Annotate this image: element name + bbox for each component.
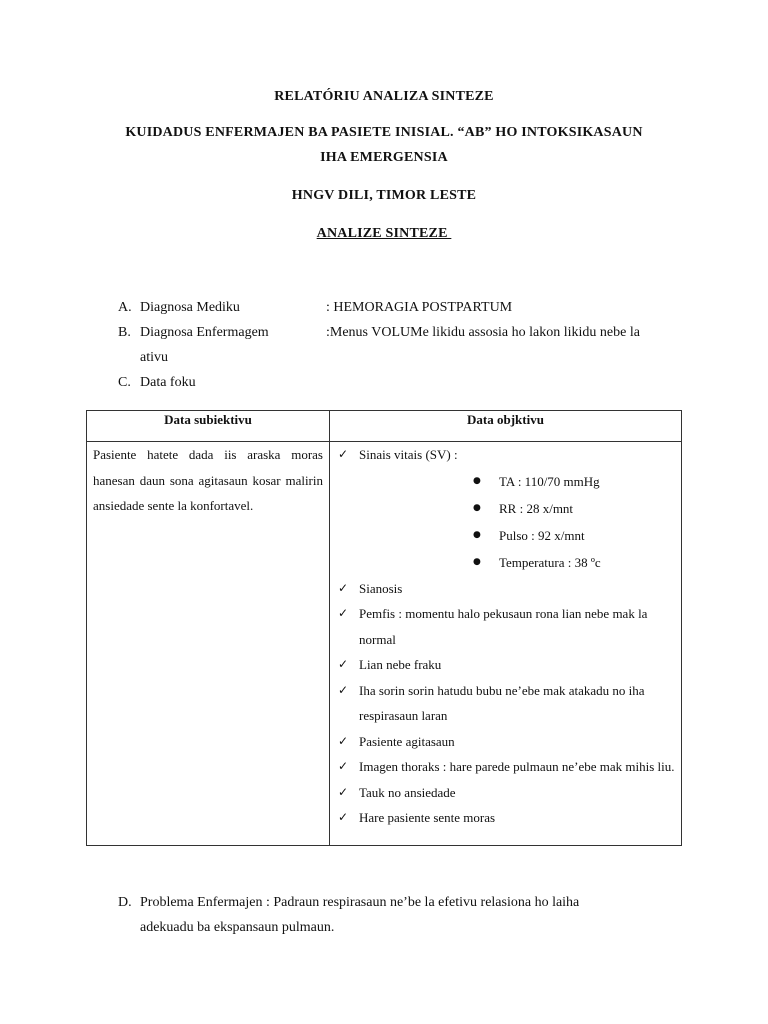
header-subjective: Data subiektivu — [87, 411, 330, 442]
objective-data — [330, 442, 682, 846]
problem-text-line2: adekuadu ba ekspansaun pulmaun. — [140, 920, 335, 935]
vital-sign — [359, 495, 681, 522]
vital-sign — [359, 468, 681, 495]
item-letter: D. — [118, 895, 132, 910]
objective-list — [335, 442, 681, 831]
item-letter: B. — [118, 325, 131, 340]
objective-item — [335, 780, 681, 806]
header-objective: Data objktivu — [330, 411, 682, 442]
report-title: RELATÓRIU ANALIZA SINTEZE — [274, 89, 494, 104]
objective-item — [335, 754, 681, 780]
check-icon: ✓ — [338, 759, 349, 773]
check-icon: ✓ — [338, 810, 349, 824]
item-name: Diagnosa Mediku — [140, 300, 240, 315]
check-icon: ✓ — [338, 580, 349, 595]
problem-text-line1: Problema Enfermajen : Padraun respirasaun ne’be la efetivu relasiona ho laiha — [140, 895, 580, 910]
vital-sign — [359, 549, 681, 576]
data-table — [86, 410, 682, 846]
vital-sign — [359, 522, 681, 549]
item-letter: A. — [118, 300, 132, 315]
bullet-dot-icon: ● — [473, 556, 481, 567]
report-subtitle-line2: IHA EMERGENSIA — [320, 150, 448, 165]
item-name: Diagnosa Enfermagem — [140, 325, 269, 340]
objective-text: Hare pasiente sente moras — [359, 810, 496, 825]
check-icon: ✓ — [338, 682, 349, 697]
section-heading: ANALIZE SINTEZE — [316, 226, 452, 241]
check-icon: ✓ — [338, 657, 349, 671]
item-value: :Menus VOLUMe likidu assosia ho lakon likidu nebe la — [326, 325, 640, 340]
objective-item — [335, 729, 681, 755]
objective-text: Sianosis — [359, 580, 403, 596]
objective-text: Imagen thoraks : hare parede pulmaun ne’ebe mak mihis liu. — [359, 759, 675, 774]
objective-text: Lian nebe fraku — [359, 657, 442, 672]
vital-value: RR : 28 x/mnt — [499, 500, 574, 516]
objective-text: Iha sorin sorin hatudu bubu ne’ebe mak atakadu no iha respirasaun laran — [359, 682, 645, 723]
vital-value: TA : 110/70 mmHg — [499, 473, 600, 489]
vitals-list — [359, 468, 681, 576]
check-icon: ✓ — [338, 447, 349, 461]
subjective-data: Pasiente hatete dada iis araska moras hanesan daun sona agitasaun kosar malirin ansiedade sente la konfortavel. — [87, 442, 330, 846]
objective-text: Pasiente agitasaun — [359, 733, 455, 749]
objective-text: Tauk no ansiedade — [359, 784, 456, 800]
report-location: HNGV DILI, TIMOR LESTE — [291, 188, 477, 203]
vital-value: Temperatura : 38 ºc — [499, 554, 601, 570]
check-icon: ✓ — [338, 606, 349, 620]
item-name: Data foku — [140, 375, 196, 390]
item-value: : HEMORAGIA POSTPARTUM — [326, 300, 513, 315]
bullet-dot-icon: ● — [473, 475, 481, 486]
objective-item — [335, 652, 681, 678]
bullet-dot-icon: ● — [473, 529, 481, 540]
vital-value: Pulso : 92 x/mnt — [499, 527, 585, 543]
objective-item — [335, 601, 681, 652]
objective-item — [335, 576, 681, 602]
check-icon: ✓ — [338, 733, 349, 748]
objective-item — [335, 805, 681, 831]
item-continuation: ativu — [140, 350, 168, 365]
bullet-dot-icon: ● — [473, 502, 481, 513]
check-icon: ✓ — [338, 784, 349, 799]
item-letter: C. — [118, 375, 131, 390]
objective-text: Pemfis : momentu halo pekusaun rona lian nebe mak la normal — [359, 606, 648, 647]
report-subtitle-line1: KUIDADUS ENFERMAJEN BA PASIETE INISIAL. “AB” HO INTOKSIKASAUN — [125, 125, 643, 140]
objective-item — [335, 678, 681, 729]
vitals-label: Sinais vitais (SV) : — [359, 447, 458, 462]
vitals-item — [335, 442, 681, 576]
